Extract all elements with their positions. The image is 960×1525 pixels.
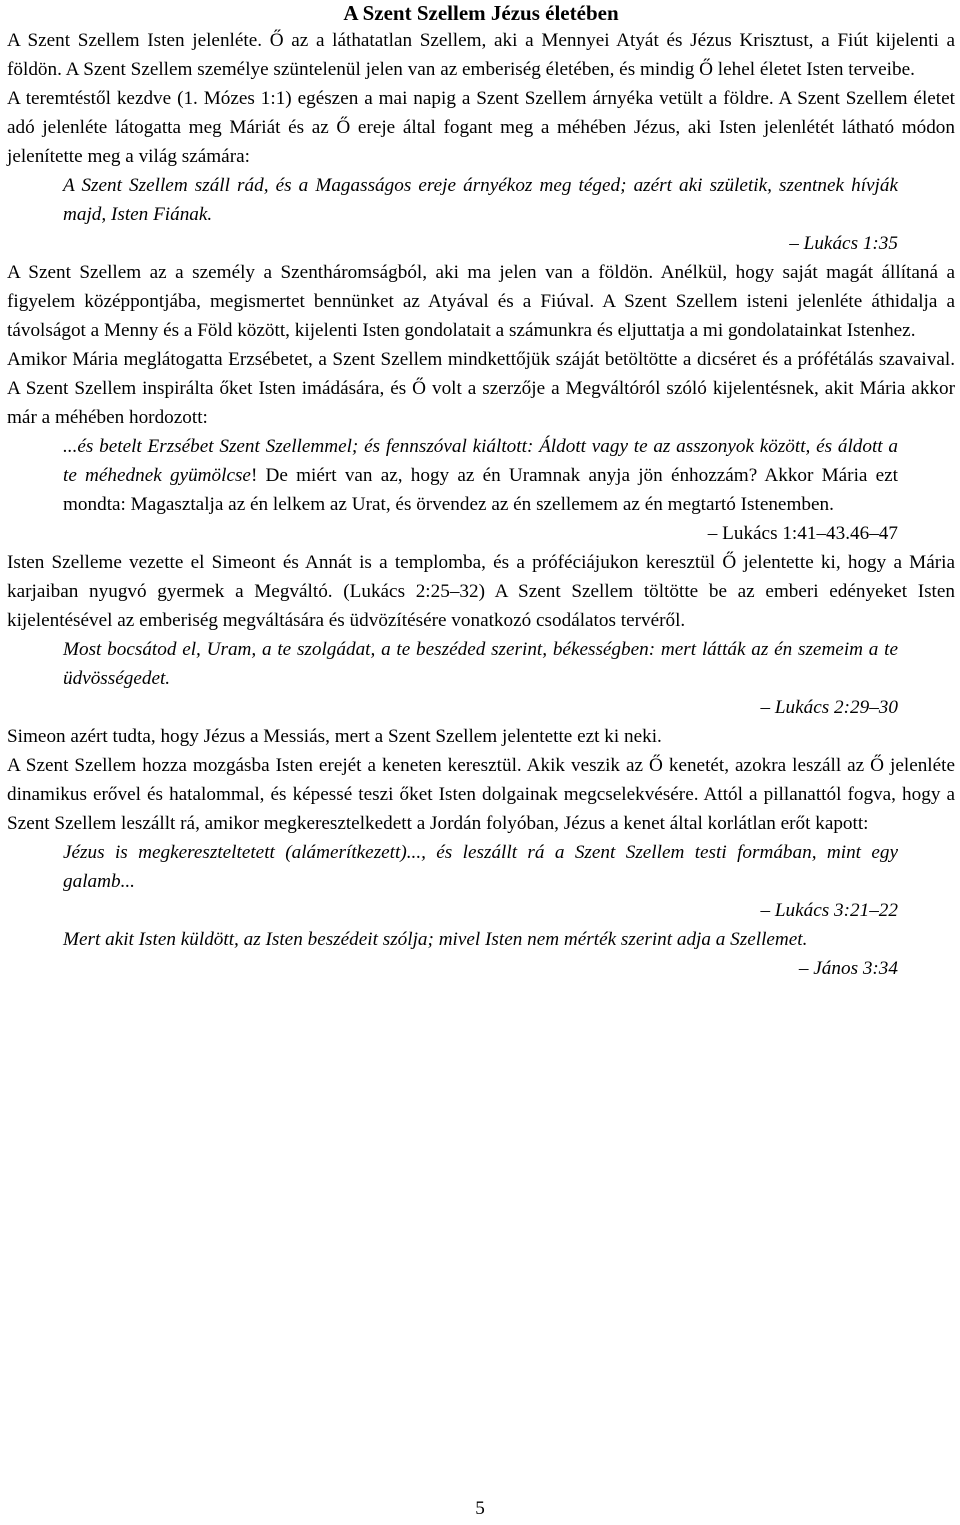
page-number: 5 <box>475 1498 485 1519</box>
reference-2: – Lukács 1:41–43.46–47 <box>707 523 898 544</box>
paragraph-6: Simeon azért tudta, hogy Jézus a Messiás, mert a Szent Szellem jelentette ezt ki neki. <box>7 726 662 747</box>
quote-5: Mert akit Isten küldött, az Isten beszédeit szólja; mivel Isten nem mérték szerint adja a Szellemet. <box>63 929 808 950</box>
paragraph-7: A Szent Szellem hozza mozgásba Isten erejét a keneten keresztül. Akik veszik az Ő kenetét, azokra leszáll az Ő jelenléte dinamikus erővel és hatalommal, és képessé teszi őket Isten dolgainak megcselekvésére. Attól a pillanattól fogva, hogy a Szent Szellem leszállt rá, amikor megkeresztelkedett a Jordán folyóban, Jézus a kenet által korlátlan erőt kapott: <box>7 755 955 834</box>
quote-2-part-b: ! De miért van az, hogy az én Uramnak anyja jön énhozzám <box>250 465 749 486</box>
quote-1: A Szent Szellem száll rád, és a Magasságos ereje árnyékoz meg téged; azért aki születik, szentnek hívják majd, Isten Fiának. <box>63 175 898 225</box>
quote-2 <box>63 432 898 519</box>
paragraph-2: A teremtéstől kezdve (1. Mózes 1:1) egészen a mai napig a Szent Szellem árnyéka vetült a földre. A Szent Szellem életet adó jelenléte látogatta meg Máriát és az Ő ereje által fogant meg a méhében Jézus, aki Isten jelenlétét látható módon jelenítette meg a világ számára: <box>7 88 955 167</box>
paragraph-1: A Szent Szellem Isten jelenléte. Ő az a láthatatlan Szellem, aki a Mennyei Atyát és Jézus Krisztust, a Fiút kijelenti a földön. A Szent Szellem személye szüntelenül jelen van az emberiség életében, és mindig Ő lehel életet Isten terveibe. <box>7 30 955 80</box>
reference-5: – János 3:34 <box>798 958 898 979</box>
quote-2-part-a: ...és betelt Erzsébet Szent Szellemmel; és fennszóval kiáltott: Áldott vagy te az asszonyok között, és áldott a te méhednek gyümölcse <box>63 436 898 486</box>
quote-2-part-c: ? Akkor Mária ezt mondta: Magasztalja az én lelkem az Urat, és örvendez az én szellemem az én megtartó Istenemben. <box>63 465 898 515</box>
paragraph-3: A Szent Szellem az a személy a Szentháromságból, aki ma jelen van a földön. Anélkül, hogy saját magát állítaná a figyelem középpontjába, megismertet bennünket az Atyával és a Fiúval. A Szent Szellem isteni jelenléte áthidalja a távolságot a Menny és a Föld között, kijelenti Isten gondolatait a számunkra és eljuttatja a mi gondolatainkat Istenhez. <box>7 262 955 341</box>
quote-3: Most bocsátod el, Uram, a te szolgádat, a te beszéded szerint, békességben: mert látták az én szemeim a te üdvösségedet. <box>63 639 898 689</box>
quote-4: Jézus is megkereszteltetett (alámerítkezett)..., és leszállt rá a Szent Szellem testi formában, mint egy galamb... <box>63 842 898 892</box>
reference-3: – Lukács 2:29–30 <box>760 697 898 718</box>
paragraph-4: Amikor Mária meglátogatta Erzsébetet, a Szent Szellem mindkettőjük száját betöltötte a dicséret és a prófétálás szavaival. A Szent Szellem inspirálta őket Isten imádására, és Ő volt a szerzője a Megváltóról szóló kijelentésnek, akit Mária akkor már a méhében hordozott: <box>7 349 955 428</box>
reference-4: – Lukács 3:21–22 <box>760 900 898 921</box>
reference-1: – Lukács 1:35 <box>789 233 898 254</box>
paragraph-5: Isten Szelleme vezette el Simeont és Annát is a templomba, és a próféciájukon keresztül Ő jelentette ki, hogy a Mária karjaiban nyugvó gyermek a Megváltó. (Lukács 2:25–32) A Szent Szellem töltötte be az emberi edényeket Isten kijelentésével az emberiség megváltására és üdvözítésére vonatkozó csodálatos tervéről. <box>7 552 955 631</box>
page-title: A Szent Szellem Jézus életében <box>343 1 619 25</box>
document-page <box>7 0 955 983</box>
